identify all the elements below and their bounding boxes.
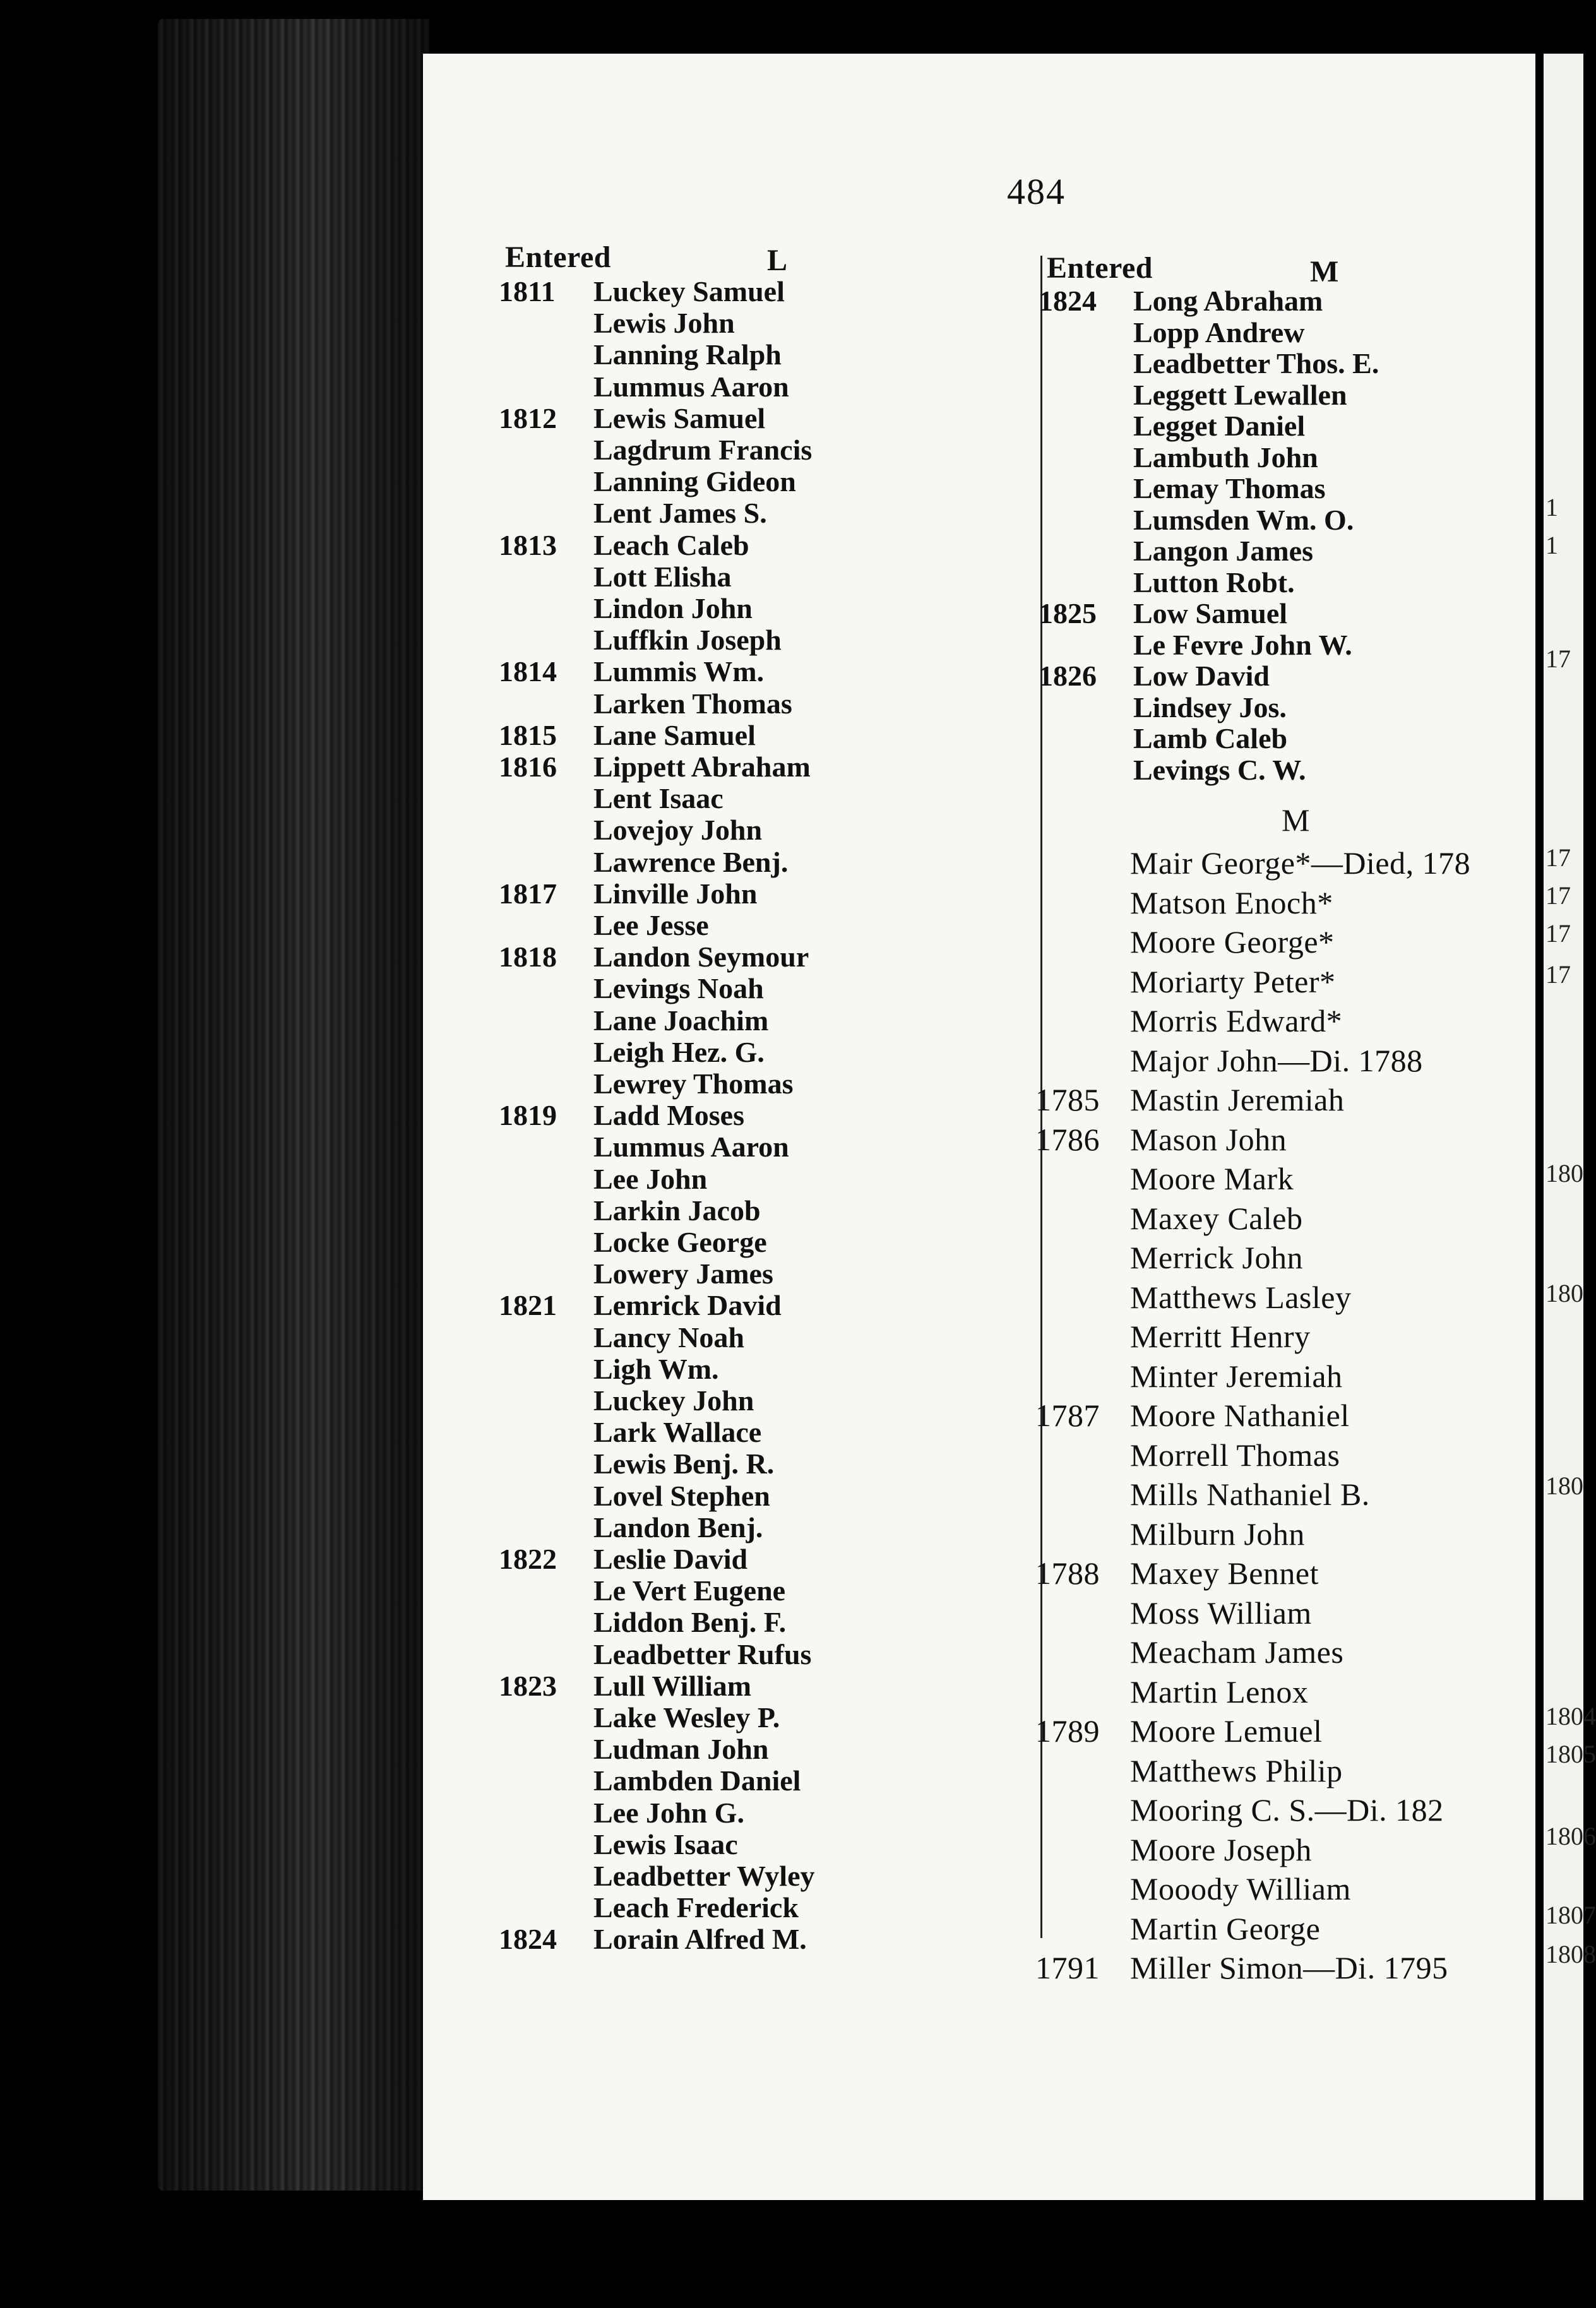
entry-name: Leadbetter Wyley bbox=[593, 1860, 815, 1892]
entry-name: Matthews Lasley bbox=[1130, 1279, 1352, 1315]
ledger-entry-row bbox=[1035, 1674, 1308, 1710]
ledger-entry-row bbox=[1039, 441, 1318, 474]
entry-name: Lorain Alfred M. bbox=[593, 1923, 807, 1956]
ledger-entry-row bbox=[499, 1035, 765, 1069]
entry-name: Mooring C. S.—Di. 182 bbox=[1130, 1792, 1444, 1828]
ledger-entry-row bbox=[499, 1415, 761, 1449]
entry-name: Leadbetter Rufus bbox=[593, 1638, 812, 1670]
ledger-entry-row bbox=[499, 1638, 811, 1671]
entry-name: Luckey Samuel bbox=[593, 275, 785, 307]
entry-name: Morris Edward* bbox=[1130, 1003, 1343, 1038]
ledger-entry-row bbox=[499, 1859, 814, 1893]
ledger-entry-row bbox=[1035, 1002, 1342, 1039]
entry-name: Lindsey Jos. bbox=[1133, 691, 1287, 723]
entry-name: Moore Lemuel bbox=[1130, 1713, 1323, 1749]
ledger-entry-row bbox=[1039, 378, 1347, 412]
entry-name: Luckey John bbox=[593, 1384, 754, 1417]
ledger-entry-row bbox=[499, 1288, 782, 1322]
ledger-entry-row bbox=[499, 1447, 774, 1480]
entry-name: Lemay Thomas bbox=[1133, 472, 1326, 504]
entry-name: Ladd Moses bbox=[593, 1099, 744, 1132]
ledger-entry-row bbox=[499, 433, 812, 467]
facing-page-fragment: 180 bbox=[1545, 1279, 1583, 1307]
facing-page-fragment: 1 bbox=[1545, 531, 1558, 559]
ledger-entry-row bbox=[499, 813, 762, 847]
entry-name: Landon Benj. bbox=[593, 1511, 763, 1544]
ledger-entry-row bbox=[499, 972, 764, 1005]
entry-name: Meacham James bbox=[1130, 1634, 1344, 1670]
entry-name: Milburn John bbox=[1130, 1516, 1305, 1552]
entry-year: 1819 bbox=[499, 1099, 557, 1132]
left-entered-header: Entered bbox=[505, 241, 611, 274]
entry-name: Low David bbox=[1133, 660, 1270, 692]
ledger-entry-row bbox=[1035, 1713, 1323, 1749]
facing-page-fragment: 17 bbox=[1545, 843, 1571, 872]
entry-name: Lamb Caleb bbox=[1133, 722, 1288, 754]
ledger-entry-row bbox=[1035, 924, 1335, 960]
ledger-entry-row bbox=[1035, 1121, 1287, 1158]
ledger-entry-row bbox=[1039, 597, 1287, 630]
entry-name: Lott Elisha bbox=[593, 560, 732, 593]
entry-year: 1816 bbox=[499, 751, 557, 783]
entry-name: Levings C. W. bbox=[1133, 753, 1306, 786]
ledger-entry-row bbox=[1035, 1397, 1350, 1434]
entry-name: Leach Caleb bbox=[593, 528, 749, 561]
entry-year: 1811 bbox=[499, 275, 556, 307]
facing-page-fragment: 180 bbox=[1545, 1159, 1583, 1187]
entry-name: Long Abraham bbox=[1133, 285, 1323, 317]
ledger-entry-row bbox=[1039, 691, 1287, 724]
entry-name: Locke George bbox=[593, 1226, 767, 1258]
ledger-entry-row bbox=[1039, 347, 1379, 380]
ledger-entry-row bbox=[1035, 1318, 1311, 1355]
ledger-entry-row bbox=[499, 718, 756, 752]
entry-name: Lummus Aaron bbox=[593, 370, 789, 403]
ledger-entry-row bbox=[499, 592, 753, 625]
ledger-entry-row bbox=[499, 338, 782, 371]
entry-name: Moriarty Peter* bbox=[1130, 963, 1336, 999]
ledger-entry-row bbox=[499, 1162, 707, 1196]
entry-name: Lopp Andrew bbox=[1133, 316, 1305, 348]
ledger-entry-row bbox=[1035, 1081, 1344, 1118]
ledger-entry-row bbox=[499, 1067, 793, 1100]
entry-name: Ludman John bbox=[593, 1733, 769, 1766]
ledger-entry-row bbox=[499, 1828, 738, 1861]
entry-name: Lull William bbox=[593, 1669, 752, 1702]
ledger-entry-row bbox=[1039, 472, 1326, 505]
ledger-entry-row bbox=[1035, 1752, 1343, 1789]
entry-name: Moore George* bbox=[1130, 924, 1335, 960]
entry-name: Moore Nathaniel bbox=[1130, 1398, 1350, 1433]
entry-name: Lewrey Thomas bbox=[593, 1068, 794, 1100]
entry-name: Lemrick David bbox=[593, 1289, 782, 1322]
entry-name: Mastin Jeremiah bbox=[1130, 1082, 1345, 1117]
entry-name: Moore Mark bbox=[1130, 1161, 1294, 1196]
entry-name: Lee John bbox=[593, 1162, 708, 1195]
ledger-entry-row bbox=[1039, 316, 1304, 349]
ledger-entry-row bbox=[499, 1701, 780, 1734]
ledger-entry-row bbox=[1035, 1595, 1312, 1631]
ledger-entry-row bbox=[1035, 1516, 1305, 1552]
facing-page-fragment: 17 bbox=[1545, 919, 1571, 948]
ledger-entry-row bbox=[1035, 1476, 1370, 1513]
entry-name: Merritt Henry bbox=[1130, 1319, 1311, 1354]
entry-name: Lawrence Benj. bbox=[593, 845, 789, 878]
ledger-entry-row bbox=[499, 1321, 744, 1354]
ledger-entry-row bbox=[499, 1574, 785, 1607]
entry-year: 1823 bbox=[499, 1669, 557, 1702]
ledger-entry-row bbox=[499, 623, 782, 657]
ledger-entry-row bbox=[1039, 722, 1287, 755]
entry-name: Lanning Ralph bbox=[593, 338, 782, 371]
entry-year: 1786 bbox=[1035, 1121, 1100, 1157]
ledger-entry-row bbox=[499, 528, 749, 562]
ledger-entry-row bbox=[499, 1004, 768, 1037]
entry-name: Low Samuel bbox=[1133, 597, 1288, 629]
ledger-entry-row bbox=[1035, 1792, 1444, 1828]
ledger-entry-row bbox=[499, 750, 811, 783]
ledger-entry-row bbox=[1035, 1949, 1448, 1986]
entry-name: Lummus Aaron bbox=[593, 1131, 789, 1163]
entry-name: Leslie David bbox=[593, 1543, 748, 1575]
entry-name: Lovel Stephen bbox=[593, 1479, 770, 1512]
ledger-entry-row bbox=[499, 687, 792, 720]
facing-page-fragment: 1806 bbox=[1545, 1822, 1596, 1850]
m-section-header: M bbox=[1282, 802, 1310, 838]
ledger-entry-row bbox=[499, 1922, 807, 1956]
entry-name: Martin George bbox=[1130, 1910, 1321, 1946]
entry-year: 1812 bbox=[499, 402, 557, 434]
ledger-entry-row bbox=[499, 560, 732, 593]
ledger-entry-row bbox=[499, 845, 788, 879]
ledger-entry-row bbox=[499, 496, 767, 530]
ledger-entry-row bbox=[1039, 503, 1354, 537]
entry-name: Lanning Gideon bbox=[593, 465, 796, 498]
entry-year: 1824 bbox=[1039, 285, 1097, 317]
entry-year: 1789 bbox=[1035, 1713, 1100, 1749]
facing-page-fragment: 1805 bbox=[1545, 1740, 1596, 1768]
entry-name: Martin Lenox bbox=[1130, 1674, 1309, 1710]
entry-name: Linville John bbox=[593, 877, 758, 910]
entry-year: 1818 bbox=[499, 941, 557, 973]
facing-page-strip bbox=[1544, 54, 1583, 2200]
entry-name: Mills Nathaniel B. bbox=[1130, 1477, 1370, 1512]
entry-name: Levings Noah bbox=[593, 972, 764, 1005]
ledger-entry-row bbox=[499, 1511, 763, 1544]
ledger-entry-row bbox=[499, 877, 757, 910]
entry-name: Lambden Daniel bbox=[593, 1764, 801, 1797]
ledger-entry-row bbox=[499, 1732, 768, 1766]
ledger-entry-row bbox=[1035, 1555, 1319, 1591]
ledger-entry-row bbox=[1035, 1160, 1294, 1197]
entry-name: Liddon Benj. F. bbox=[593, 1606, 787, 1639]
entry-name: Leigh Hez. G. bbox=[593, 1035, 765, 1068]
ledger-entry-row bbox=[499, 782, 724, 815]
entry-name: Lutton Robt. bbox=[1133, 566, 1295, 598]
ledger-entry-row bbox=[499, 370, 789, 403]
entry-name: Le Fevre John W. bbox=[1133, 628, 1352, 661]
ledger-entry-row bbox=[1035, 1042, 1423, 1079]
entry-name: Matthews Philip bbox=[1130, 1752, 1343, 1788]
entry-name: Mooody William bbox=[1130, 1871, 1351, 1906]
page-edge-shadow bbox=[158, 19, 429, 2191]
entry-name: Luffkin Joseph bbox=[593, 624, 782, 657]
ledger-entry-row bbox=[499, 1479, 770, 1513]
facing-page-fragment: 1807 bbox=[1545, 1901, 1596, 1929]
scan-border bbox=[0, 2200, 1583, 2308]
entry-year: 1814 bbox=[499, 655, 557, 688]
ledger-entry-row bbox=[499, 1605, 786, 1639]
entry-name: Legget Daniel bbox=[1133, 410, 1306, 442]
entry-name: Larken Thomas bbox=[593, 687, 792, 720]
entry-name: Lewis Samuel bbox=[593, 402, 766, 434]
entry-year: 1791 bbox=[1035, 1950, 1100, 1985]
entry-year: 1785 bbox=[1035, 1082, 1100, 1117]
entry-name: Leach Frederick bbox=[593, 1891, 799, 1924]
ledger-entry-row bbox=[1039, 566, 1295, 599]
entry-year: 1821 bbox=[499, 1289, 557, 1322]
ledger-entry-row bbox=[1035, 1358, 1343, 1395]
entry-name: Lent James S. bbox=[593, 497, 767, 530]
entry-name: Morrell Thomas bbox=[1130, 1437, 1340, 1473]
facing-page-fragment: 1804 bbox=[1545, 1702, 1596, 1730]
facing-page-fragment: 17 bbox=[1545, 960, 1571, 989]
ledger-entry-row bbox=[499, 655, 764, 688]
ledger-entry-row bbox=[1035, 963, 1335, 1000]
right-entered-header: Entered bbox=[1047, 251, 1153, 285]
ledger-entry-row bbox=[1035, 1200, 1302, 1237]
ledger-entry-row bbox=[1035, 1634, 1343, 1670]
ledger-entry-row bbox=[499, 1891, 799, 1924]
ledger-entry-row bbox=[499, 1764, 801, 1797]
entry-name: Langon James bbox=[1133, 535, 1313, 567]
entry-name: Maxey Bennet bbox=[1130, 1556, 1319, 1591]
ledger-entry-row bbox=[499, 1130, 789, 1163]
entry-name: Lark Wallace bbox=[593, 1416, 762, 1449]
gutter-gap bbox=[1535, 54, 1544, 2200]
entry-name: Maxey Caleb bbox=[1130, 1200, 1303, 1236]
entry-name: Minter Jeremiah bbox=[1130, 1358, 1343, 1394]
ledger-entry-row bbox=[499, 1257, 773, 1290]
entry-name: Leadbetter Thos. E. bbox=[1133, 347, 1379, 379]
entry-name: Lumsden Wm. O. bbox=[1133, 503, 1354, 536]
facing-page-fragment: 1 bbox=[1545, 493, 1558, 521]
entry-name: Lee John G. bbox=[593, 1796, 744, 1829]
entry-year: 1788 bbox=[1035, 1556, 1100, 1591]
entry-name: Lewis John bbox=[593, 307, 735, 340]
entry-name: Lowery James bbox=[593, 1258, 773, 1290]
ledger-entry-row bbox=[499, 1669, 751, 1703]
entry-name: Lancy Noah bbox=[593, 1321, 744, 1353]
ledger-entry-row bbox=[1039, 753, 1306, 787]
ledger-entry-row bbox=[1035, 1831, 1312, 1868]
ledger-entry-row bbox=[499, 306, 735, 340]
entry-name: Le Vert Eugene bbox=[593, 1574, 786, 1607]
entry-name: Larkin Jacob bbox=[593, 1194, 761, 1227]
entry-name: Mair George*—Died, 178 bbox=[1130, 845, 1471, 881]
ledger-entry-row bbox=[1039, 659, 1270, 693]
entry-name: Moore Joseph bbox=[1130, 1831, 1312, 1867]
ledger-entry-row bbox=[499, 465, 796, 498]
ledger-entry-row bbox=[499, 1194, 761, 1227]
entry-name: Lagdrum Francis bbox=[593, 434, 813, 466]
entry-name: Lane Joachim bbox=[593, 1004, 769, 1037]
entry-name: Merrick John bbox=[1130, 1240, 1303, 1275]
ledger-entry-row bbox=[499, 908, 709, 942]
ledger-entry-row bbox=[499, 1796, 744, 1829]
entry-name: Lent Isaac bbox=[593, 782, 724, 815]
entry-name: Mason John bbox=[1130, 1121, 1287, 1157]
entry-year: 1824 bbox=[499, 1923, 557, 1956]
entry-name: Leggett Lewallen bbox=[1133, 378, 1347, 411]
entry-name: Lewis Isaac bbox=[593, 1828, 738, 1860]
ledger-entry-row bbox=[499, 275, 785, 308]
entry-year: 1817 bbox=[499, 877, 557, 910]
entry-year: 1822 bbox=[499, 1543, 557, 1575]
entry-name: Ligh Wm. bbox=[593, 1352, 719, 1385]
ledger-entry-row bbox=[1035, 1437, 1340, 1473]
entry-name: Lewis Benj. R. bbox=[593, 1448, 775, 1480]
entry-name: Lummis Wm. bbox=[593, 655, 765, 688]
entry-year: 1825 bbox=[1039, 597, 1097, 629]
ledger-entry-row bbox=[1035, 1871, 1351, 1907]
ledger-entry-row bbox=[499, 1352, 719, 1386]
entry-name: Lindon John bbox=[593, 592, 753, 624]
entry-name: Lambuth John bbox=[1133, 441, 1318, 473]
entry-year: 1787 bbox=[1035, 1398, 1100, 1433]
entry-name: Miller Simon—Di. 1795 bbox=[1130, 1950, 1448, 1985]
facing-page-fragment: 17 bbox=[1545, 645, 1571, 673]
facing-page-fragment: 17 bbox=[1545, 881, 1571, 910]
ledger-entry-row bbox=[1035, 1910, 1320, 1947]
ledger-entry-row bbox=[499, 1384, 754, 1417]
ledger-entry-row bbox=[1035, 1239, 1303, 1276]
ledger-entry-row bbox=[499, 940, 809, 973]
entry-name: Landon Seymour bbox=[593, 941, 809, 973]
ledger-entry-row bbox=[1039, 628, 1352, 662]
ledger-entry-row bbox=[1039, 409, 1305, 443]
entry-name: Matson Enoch* bbox=[1130, 884, 1333, 920]
facing-page-fragment: 180 bbox=[1545, 1472, 1583, 1500]
right-letter-header: M bbox=[1310, 255, 1339, 288]
ledger-entry-row bbox=[1039, 534, 1313, 568]
page-number: 484 bbox=[1007, 171, 1066, 212]
left-letter-header: L bbox=[767, 244, 788, 277]
entry-year: 1813 bbox=[499, 528, 557, 561]
ledger-entry-row bbox=[499, 1225, 767, 1259]
entry-name: Lee Jesse bbox=[593, 909, 709, 941]
entry-name: Major John—Di. 1788 bbox=[1130, 1042, 1423, 1078]
entry-name: Lippett Abraham bbox=[593, 751, 811, 783]
entry-year: 1815 bbox=[499, 718, 557, 751]
ledger-entry-row bbox=[1035, 1279, 1351, 1316]
ledger-entry-row bbox=[499, 1542, 747, 1576]
ledger-entry-row bbox=[499, 1098, 744, 1132]
entry-name: Lane Samuel bbox=[593, 718, 756, 751]
ledger-entry-row bbox=[1035, 884, 1333, 921]
entry-year: 1826 bbox=[1039, 660, 1097, 692]
ledger-entry-row bbox=[1035, 845, 1470, 881]
entry-name: Moss William bbox=[1130, 1595, 1312, 1631]
ledger-entry-row bbox=[1039, 284, 1323, 318]
entry-name: Lovejoy John bbox=[593, 814, 763, 847]
entry-name: Lake Wesley P. bbox=[593, 1701, 780, 1734]
ledger-entry-row bbox=[499, 402, 765, 435]
facing-page-fragment: 1808 bbox=[1545, 1940, 1596, 1968]
